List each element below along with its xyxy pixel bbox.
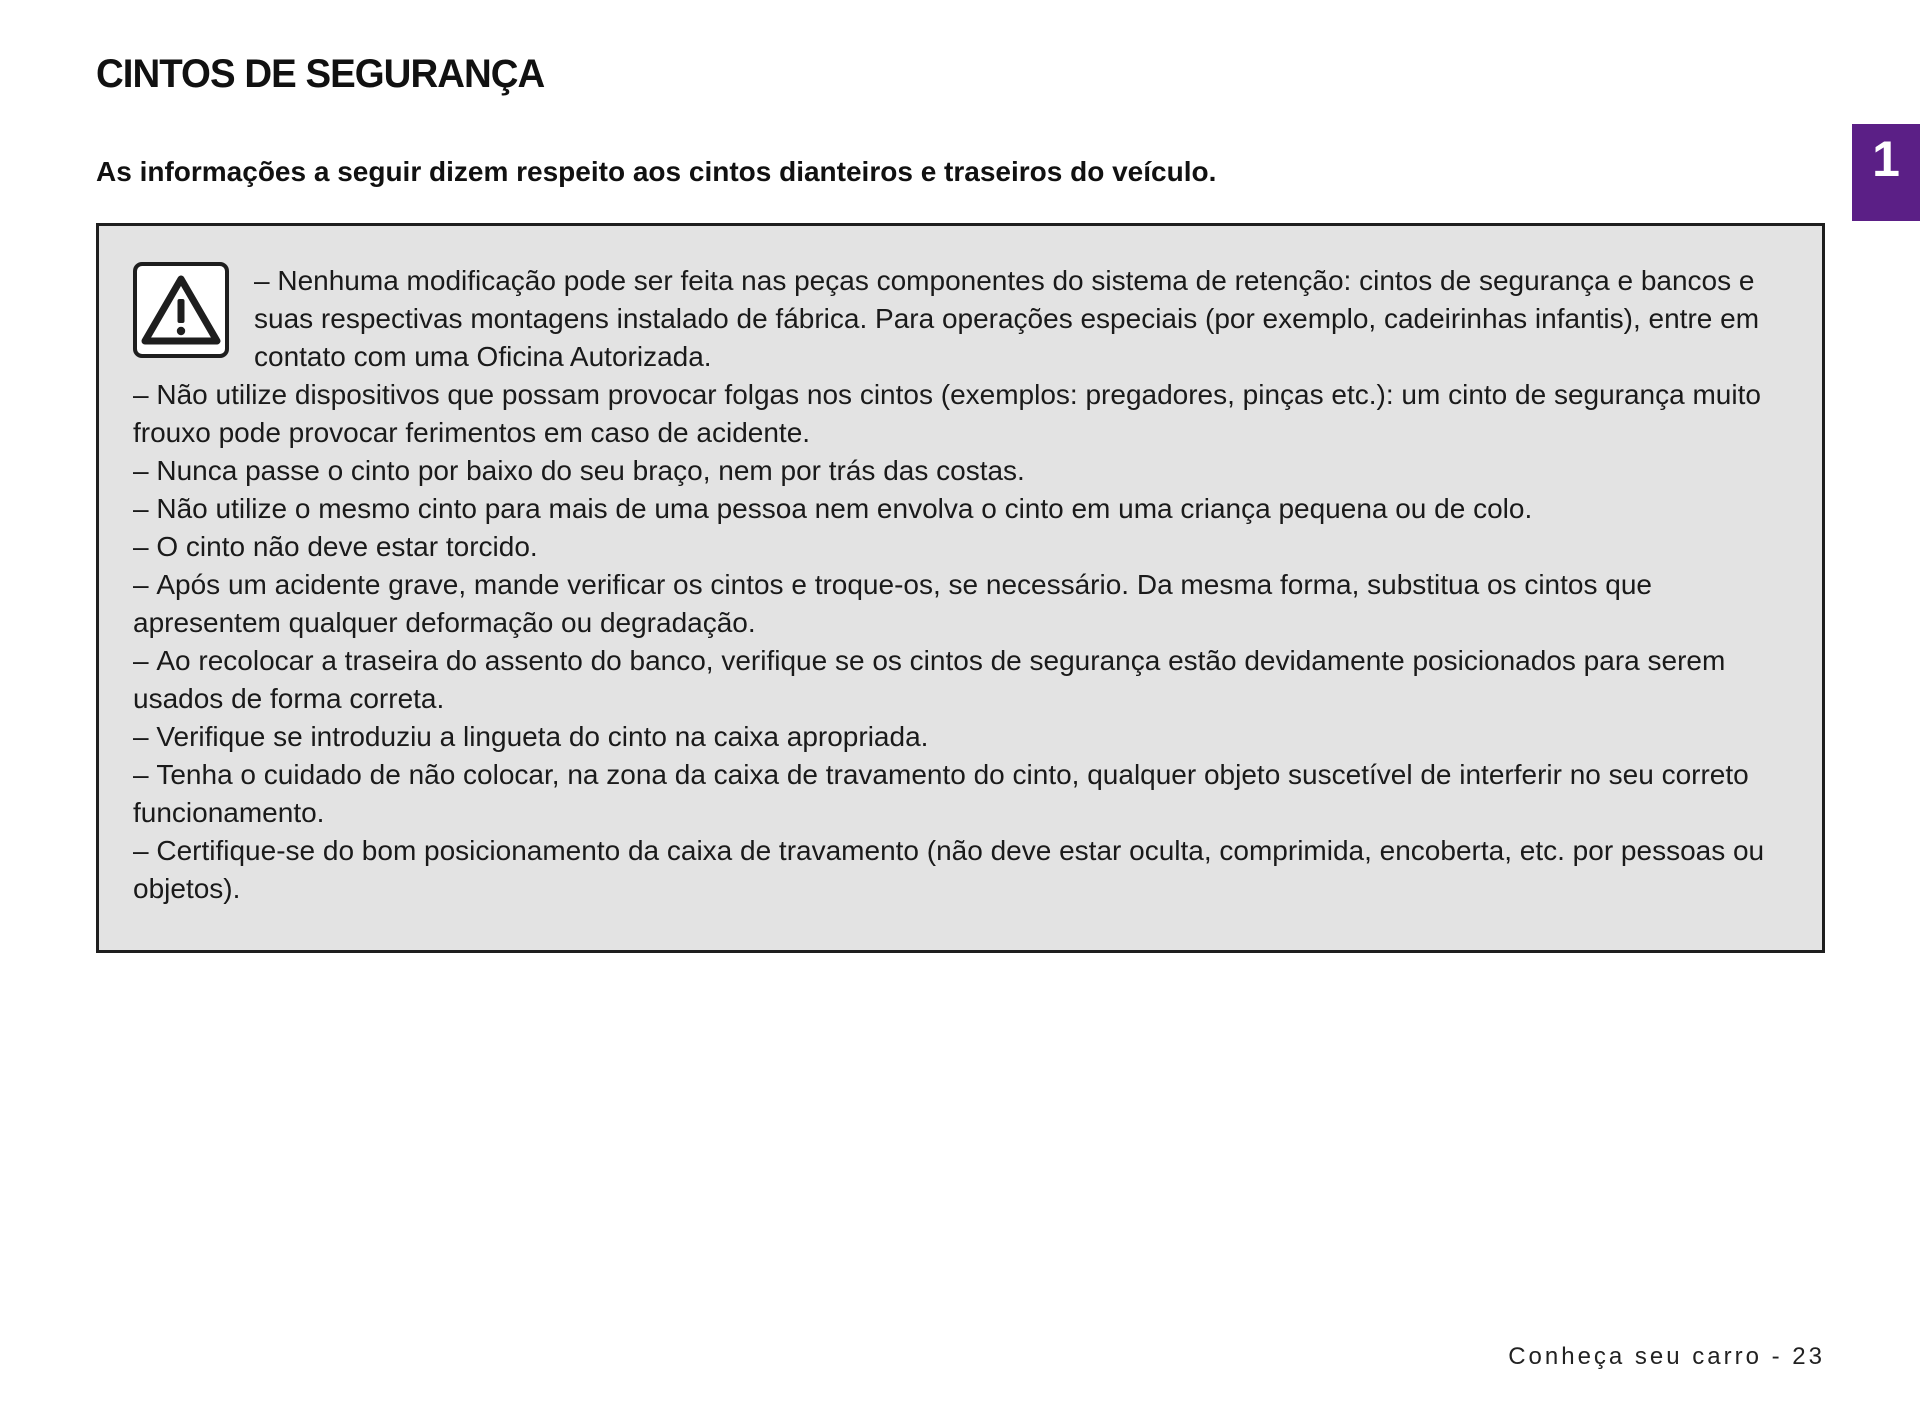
page-footer: Conheça seu carro - 23 [1508,1343,1825,1370]
warning-item: – O cinto não deve estar torcido. [133,528,1788,566]
intro-text: As informações a seguir dizem respeito aos cintos dianteiros e traseiros do veículo. [96,156,1217,187]
warning-item: – Após um acidente grave, mande verificar os cintos e troque-os, se necessário. Da mesma forma, substitua os cintos que apresentem qualquer deformação ou degradação. [133,566,1788,642]
warning-item: – Tenha o cuidado de não colocar, na zona da caixa de travamento do cinto, qualquer objeto suscetível de interferir no seu correto funcionamento. [133,756,1788,832]
warning-item: – Certifique-se do bom posicionamento da caixa de travamento (não deve estar oculta, comprimida, encoberta, etc. por pessoas ou objetos). [133,832,1788,908]
warning-list [133,262,1788,908]
warning-item: – Não utilize o mesmo cinto para mais de uma pessoa nem envolva o cinto em uma criança pequena ou de colo. [133,490,1788,528]
warning-triangle-icon [133,262,229,358]
warning-item: – Ao recolocar a traseira do assento do banco, verifique se os cintos de segurança estão devidamente posicionados para serem usados de forma correta. [133,642,1788,718]
warning-box [96,223,1825,953]
warning-item: – Nenhuma modificação pode ser feita nas peças componentes do sistema de retenção: cintos de segurança e bancos e suas respectivas montagens instalado de fábrica. Para operações especiais (por exemplo, cadeirinhas infantis), entre em contato com uma Oficina Autorizada. [133,262,1788,376]
page-title: CINTOS DE SEGURANÇA [96,52,545,96]
warning-item: – Nunca passe o cinto por baixo do seu braço, nem por trás das costas. [133,452,1788,490]
warning-triangle-graphic [141,274,221,346]
warning-item: – Não utilize dispositivos que possam provocar folgas nos cintos (exemplos: pregadores, pinças etc.): um cinto de segurança muito frouxo pode provocar ferimentos em caso de acidente. [133,376,1788,452]
warning-item: – Verifique se introduziu a lingueta do cinto na caixa apropriada. [133,718,1788,756]
chapter-tab: 1 [1852,124,1920,221]
